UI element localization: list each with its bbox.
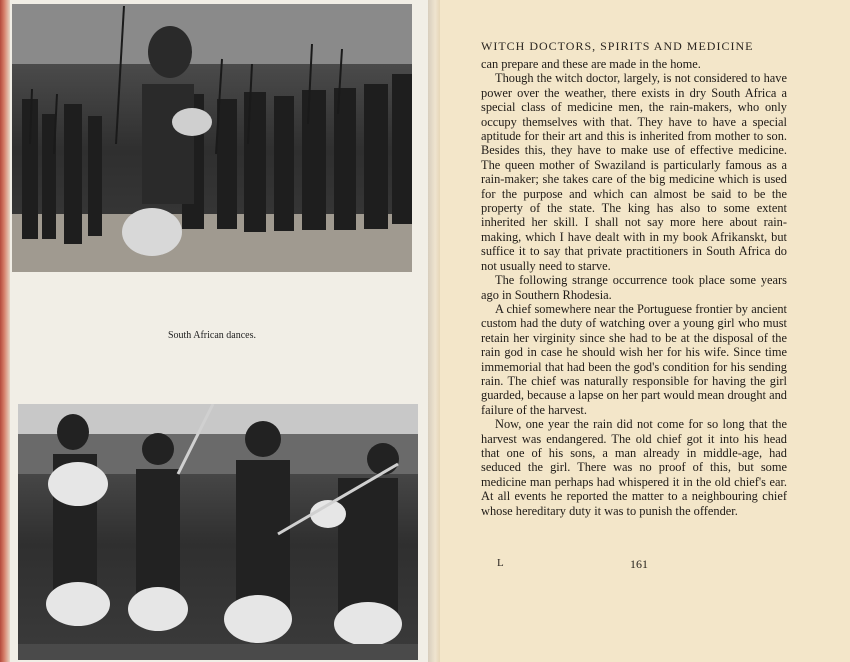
dance-photo-top [12, 4, 412, 272]
dance-photo-bottom [18, 404, 418, 660]
paragraph: Though the witch doctor, largely, is not considered to have power over the weather, there exists in dry South Africa a special class of medicine men, the rain-makers, who only occupy themselves with that. They have to have a special aptitude for their art and this is inherited from mother to son. Besides this, they have to make use of effective medicine. The queen mother of Swaziland is particularly famous as a rain-maker; she takes care of the big medicine which is used for the purpose and which can almost be said to be the property of the state. The king has also to some extent inherited her skill. I shall not say more here about rain-making, which I have dealt with in my book Afrikanskt, but suffice it to say that private practitioners in South Africa do not usually need to starve. [481, 71, 787, 273]
paragraph: The following strange occurrence took place some years ago in Southern Rhodesia. [481, 273, 787, 302]
dancers-illustration-bottom [18, 404, 418, 660]
photo-caption: South African dances. [167, 330, 257, 341]
paragraph: can prepare and these are made in the home. [481, 57, 701, 71]
book-gutter [428, 0, 440, 662]
paragraph: A chief somewhere near the Portuguese frontier by ancient custom had the duty of watching over a young girl who must retain her virginity since she had to be at the disposal of the rain god in case he should wish her for his wife. Since time immemorial that had been the god's condition for his sending rain. The chief was naturally responsible for having the girl guarded, because a lapse on her part would mean drought and failure of the harvest. [481, 301, 787, 417]
running-head: WITCH DOCTORS, SPIRITS AND MEDICINE [481, 39, 754, 53]
signature-mark: L [497, 557, 504, 569]
paragraph: Now, one year the rain did not come for so long that the harvest was endangered. The old chief got it into his head that one of his sons, a man already in middle-age, had seduced the girl. There was no proof of this, but some medicine man perhaps had whispered it in the old chief's ear. At all events he reported the matter to a neighbouring chief whose hereditary duty it was to punish the offender. [481, 417, 787, 518]
body-text [481, 57, 787, 518]
dancers-illustration-top [12, 4, 412, 272]
page-number: 161 [630, 557, 648, 571]
book-edge [0, 0, 10, 662]
